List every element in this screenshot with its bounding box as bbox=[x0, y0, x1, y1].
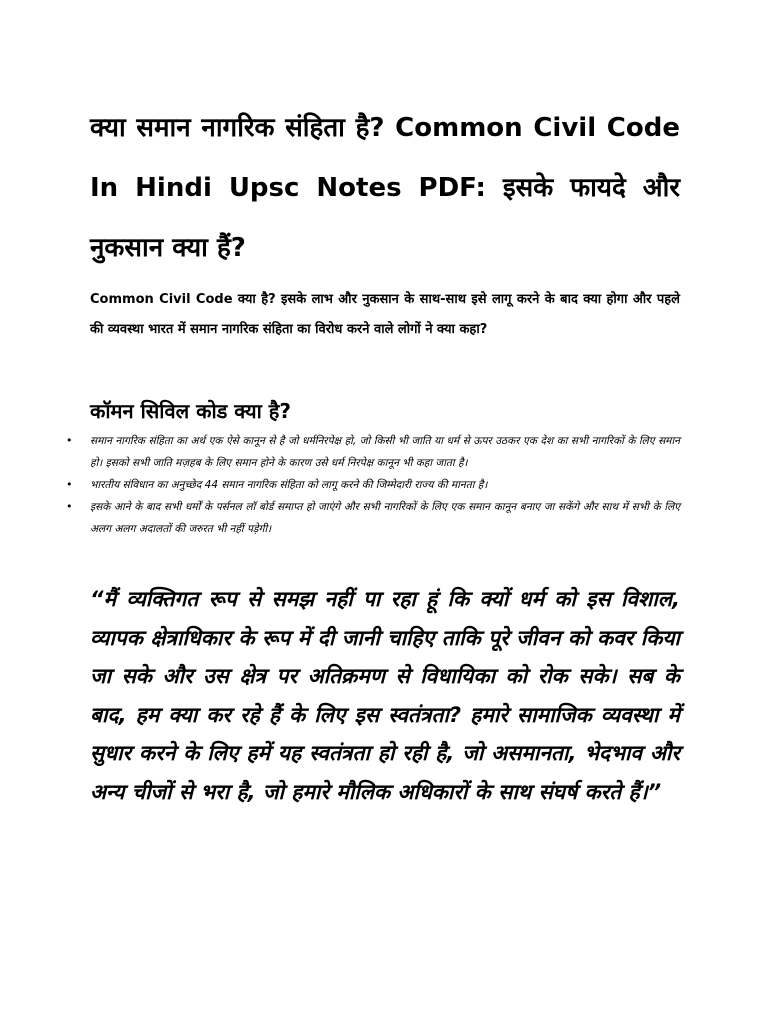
quote-block: “मैं व्यक्तिगत रूप से समझ नहीं पा रहा हूं कि क्यों धर्म को इस विशाल, व्यापक क्षेत्राधिकार के रूप में दी जानी चाहिए ताकि पूरे जीवन को कवर किया जा सके और उस क्षेत्र पर अतिक्रमण से विधायिका को रोक सके। सब के बाद, हम क्या कर रहे हैं के लिए इस स्वतंत्रता? हमारे सामाजिक व्यवस्था में सुधार करने के लिए हमें यह स्वतंत्रता हो रही है, जो असमानता, भेदभाव और अन्य चीजों से भरा है, जो हमारे मौलिक अधिकारों के साथ संघर्ष करते हैं।” bbox=[90, 587, 680, 804]
page-title: क्या समान नागरिक संहिता है? Common Civil Code In Hindi Upsc Notes PDF: इसके फायदे और नुकसान क्या हैं? bbox=[90, 113, 680, 263]
section-heading: कॉमन सिविल कोड क्या है? bbox=[90, 399, 291, 423]
list-item bbox=[66, 474, 680, 496]
bullet-icon: • bbox=[66, 500, 73, 513]
bullet-icon: • bbox=[66, 434, 73, 447]
list-item-text: भारतीय संविधान का अनुच्छेद 44 समान नागरिक संहिता को लागू करने की जिम्मेदारी राज्य की मानता है। bbox=[90, 479, 488, 491]
intro-paragraph: Common Civil Code क्या है? इसके लाभ और नुकसान के साथ-साथ इसे लागू करने के बाद क्या होगा और पहले की व्यवस्था भारत में समान नागरिक संहिता का विरोध करने वाले लोगों ने क्या कहा? bbox=[90, 292, 680, 337]
bullet-list bbox=[66, 430, 680, 540]
list-item-text: समान नागरिक संहिता का अर्थ एक ऐसे कानून से है जो धर्मनिरपेक्ष हो, जो किसी भी जाति या धर्म से ऊपर उठकर एक देश का सभी नागरिकों के लिए समान हो। इसको सभी जाति मज़हब के लिए समान होने के कारण उसे धर्म निरपेक्ष कानून भी कहा जाता है। bbox=[90, 435, 680, 469]
bullet-icon: • bbox=[66, 478, 73, 491]
list-item bbox=[66, 496, 680, 540]
list-item bbox=[66, 430, 680, 474]
list-item-text: इसके आने के बाद सभी धर्मों के पर्सनल लॉ बोर्ड समाप्त हो जाएंगे और सभी नागरिकों के लिए एक समान कानून बनाए जा सकेंगे और साथ में सभी के लिए अलग अलग अदालतों की जरुरत भी नहीं पड़ेगी। bbox=[90, 501, 680, 535]
